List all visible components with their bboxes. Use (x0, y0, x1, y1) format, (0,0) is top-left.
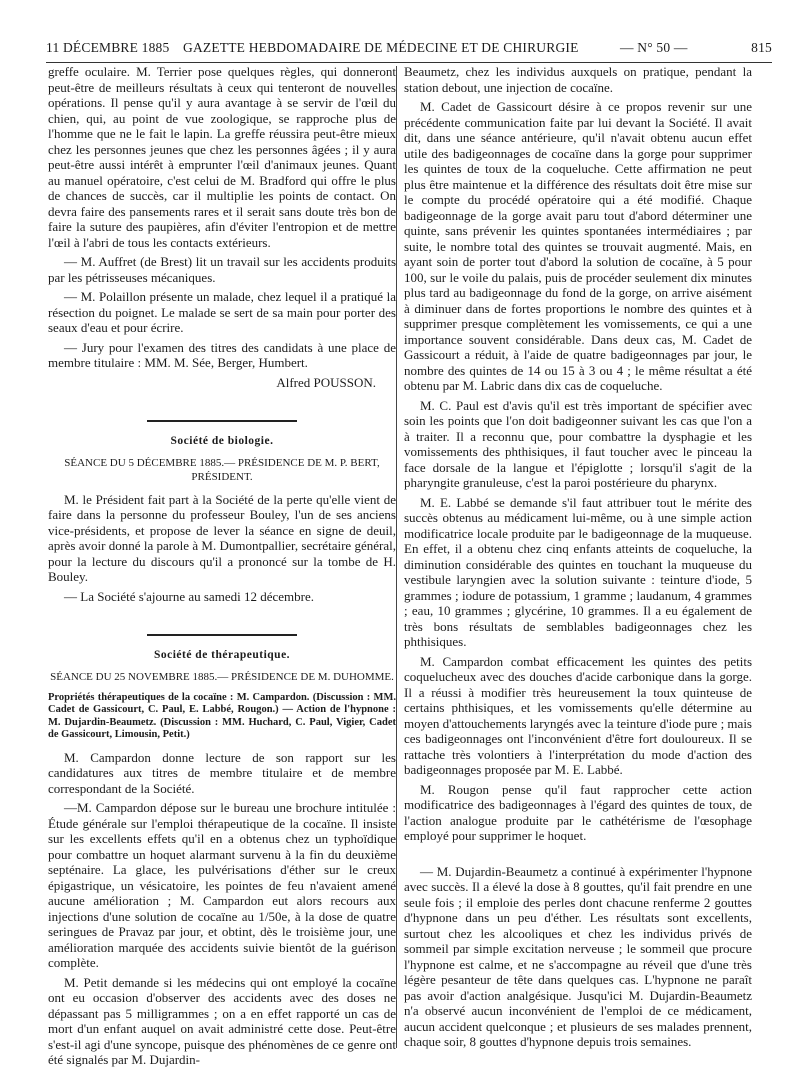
paragraph: —M. Campardon dépose sur le bureau une brochure intitulée : Étude générale sur l'emploi thérapeutique de la cocaïne. Il insiste sur les excellents effets qu'il en a obtenus chez un typhoïdique pour combattre un hoquet alarmant survenu à la fin du deuxième septénaire. La glace, les pulvérisations d'éther sur le creux épigastrique, un vésicatoire, les pointes de feu n'avaient amené aucune amélioration ; M. Campardon eut alors recours aux injections d'une solution de cocaïne au 1/50e, à la dose de quatre seringues de Pravaz par jour, et obtint, dès le troisième jour, une amélioration marquée des accidents suivie bientôt de la guérison complète. (48, 800, 396, 970)
paragraph: M. le Président fait part à la Société de la perte qu'elle vient de faire dans la personne du professeur Bouley, l'un de ses anciens vice-présidents, et propose de lever la séance en signe de deuil, après avoir donné la parole à M. Dumontpallier, secrétaire général, pour la lecture du discours qu'il a prononcé sur la tombe de H. Bouley. (48, 491, 396, 584)
journal-title: GAZETTE HEBDOMADAIRE DE MÉDECINE ET DE CHIRURGIE (183, 40, 579, 55)
paragraph: greffe oculaire. M. Terrier pose quelques règles, qui donneront peut-être de meilleurs résultats à ceux qui tenteront de nouvelles opérations. Il pense qu'il y aura avantage à se servir de l'œil du chien, qui, au point de vue zoologique, se rapproche plus de l'homme que ne le fait le lapin. La greffe réussira peut-être mieux chez les personnes jeunes que chez les personnes âgées ; il y aura peut-être aussi intérêt à emprunter l'œil d'animaux jeunes. Quant au manuel opératoire, c'est celui de M. Bradford qui offre le plus de chances de succès, car il multiplie les points de contact. On devra faire des pansements rares et il serait sans doute très bon de faire la suture des paupières, afin d'éviter l'entropion et de mettre l'œil à l'abri de tous les contacts extérieurs. (48, 64, 396, 250)
column-divider (396, 66, 397, 1048)
section-title-therapeutique: Société de thérapeutique. (153, 649, 291, 661)
header-rule (46, 62, 772, 63)
paragraph: Beaumetz, chez les individus auxquels on pratique, pendant la station debout, une injection de cocaïne. (404, 64, 752, 95)
paragraph: — M. Polaillon présente un malade, chez lequel il a pratiqué la résection du poignet. Le malade se sert de sa main pour porter des seaux d'eau et pour écrire. (48, 289, 396, 335)
paragraph: — La Société s'ajourne au samedi 12 décembre. (64, 588, 314, 604)
right-column (404, 64, 752, 1054)
spacer (404, 848, 752, 864)
running-header (46, 24, 772, 64)
paragraph: — M. Dujardin-Beaumetz a continué à expérimenter l'hypnone avec succès. Il a élevé la dose à 8 gouttes, qu'il fait prendre en une seule fois ; il emploie des perles dont chacune renferme 2 gouttes d'hypnone dans un peu d'éther. Les résultats sont excellents, surtout chez les alcooliques et chez les individus privés de sommeil par simple excitation nerveuse ; le sommeil que procure l'hypnone est calme, et ne s'accompagne au réveil que d'une très légère pesanteur de tête dans quelques cas. L'hypnone ne paraît pas avoir d'action analgésique. Jusqu'ici M. Dujardin-Beaumetz n'a observé aucun inconvénient de l'emploi de ce médicament, aucun accident quelconque ; et plusieurs de ses malades prennent, chaque soir, 8 gouttes d'hypnone depuis trois semaines. (404, 863, 752, 1049)
paragraph: M. Petit demande si les médecins qui ont employé la cocaïne ont eu occasion d'observer des accidents avec des doses ne dépassant pas 5 milligrammes ; on a en effet rapporté un cas de mort d'un enfant auquel on avait administré cette dose. Peut-être s'est-il agi d'une syncope, puisque des phénomènes de ce genre ont été signalés par M. Dujardin- (48, 974, 396, 1067)
issue-number: — N° 50 — (620, 40, 688, 55)
section-title-biologie: Société de biologie. (170, 435, 274, 447)
left-column (48, 64, 396, 1072)
issue-date: 11 DÉCEMBRE 1885 (46, 40, 170, 55)
section-separator (147, 420, 297, 422)
session-summary: Propriétés thérapeutiques de la cocaïne : M. Campardon. (Discussion : MM. Cadet de Gassicourt, C. Paul, E. Labbé, Rougon.) — Action de l'hypnone : M. Dujardin-Beaumetz. (Discussion : MM. Huchard, C. Paul, Vigier, Cadet de Gassicourt, Limousin, Petit.) (48, 691, 396, 740)
seance-heading: SÉANCE DU 25 NOVEMBRE 1885.— PRÉSIDENCE DE M. DUHOMME. (50, 670, 394, 683)
author-signature: Alfred POUSSON. (276, 374, 376, 390)
paragraph: M. E. Labbé se demande s'il faut attribuer tout le mérite des succès obtenus au médicament lui-même, ou à une simple action modificatrice locale produite par le badigeonnage de la muqueuse. En effet, il a obtenu chez cinq enfants atteints de coqueluche, la diminution considérable des quintes en touchant la muqueuse du vestibule laryngien avec la solution suivante : teinture d'iode, 5 grammes ; iodure de potassium, 1 gramme ; laudanum, 4 grammes ; eau, 10 grammes ; glycérine, 10 grammes. Il a eu également de très bons résultats de semblables badigeonnages chez les phthisiques. (404, 494, 752, 649)
page-number: 815 (751, 40, 772, 55)
paragraph: — Jury pour l'examen des titres des candidats à une place de membre titulaire : MM. M. Sée, Berger, Humbert. (48, 339, 396, 370)
paragraph: — M. Auffret (de Brest) lit un travail sur les accidents produits par les pétrisseuses mécaniques. (48, 254, 396, 285)
paragraph: M. Campardon combat efficacement les quintes des petits coquelucheux avec des douches d'acide carbonique dans la gorge. Il a réussi à modifier très heureusement la toux quinteuse de certains phthisiques, et les vomissements qu'elle détermine au moyen d'attouchements laryngés avec la teinture d'iode pure ; mais ces badigeonnages ont l'inconvénient d'être fort douloureux. Il se rattache très volontiers à l'interprétation du mode d'action des badigeonnages proposée par M. E. Labbé. (404, 653, 752, 777)
paragraph: M. Rougon pense qu'il faut rapprocher cette action modificatrice des badigeonnages à l'égard des quintes de toux, de l'action analogue produite par le cathétérisme de l'œsophage employé pour supprimer le hoquet. (404, 781, 752, 843)
section-separator (147, 634, 297, 636)
paragraph: M. Cadet de Gassicourt désire à ce propos revenir sur une précédente communication faite par lui devant la Société. Il avait dit, dans une séance antérieure, qu'il n'avait obtenu aucun effet utile des badigeonnages de cocaïne dans la gorge pour supprimer les quintes de toux de la coqueluche. Cette affirmation ne peut plus être maintenue et la différence des résultats doit être mise sur le compte du procédé opératoire qui a été modifié. Chaque badigeonnage de la gorge avait paru tout d'abord déterminer une quinte, sans prévenir les quintes spontanées intermédiaires ; par suite, le nombre total des quintes se trouvait augmenté. Mais, en ayant soin de porter tout d'abord la solution de cocaïne, à 5 pour 100, sur le voile du palais, puis de procéder seulement dix minutes plus tard au badigeonnage du fond de la gorge, on arrive aisément à diminuer dans de fortes proportions le nombre des quintes et à supprimer presque complètement les vomissements, ce qui a une importance souvent considérable. Dans deux cas, M. Cadet de Gassicourt a réduit, à l'aide de quatre badigeonnages par jour, le nombre des quintes de 14 ou 15 à 3 ou 4 ; le même résultat a été obtenu par M. Labric dans dix cas de coqueluche. (404, 99, 752, 393)
paragraph: M. Campardon donne lecture de son rapport sur les candidatures aux titres de membre titulaire et de membre correspondant de la Société. (48, 749, 396, 796)
paragraph: M. C. Paul est d'avis qu'il est très important de spécifier avec soin les points que l'on doit badigeonner suivant les cas que l'on a à traiter. Il a reconnu que, pour combattre la dysphagie et les vomissements des phthisiques, il faut toucher avec le pinceau la face dorsale de la langue et l'épiglotte ; lorsqu'il s'agit de la pharyngite granuleuse, c'est la paroi postérieure du pharynx. (404, 397, 752, 490)
seance-heading: SÉANCE DU 5 DÉCEMBRE 1885.— PRÉSIDENCE DE M. P. BERT, PRÉSIDENT. (64, 456, 380, 483)
